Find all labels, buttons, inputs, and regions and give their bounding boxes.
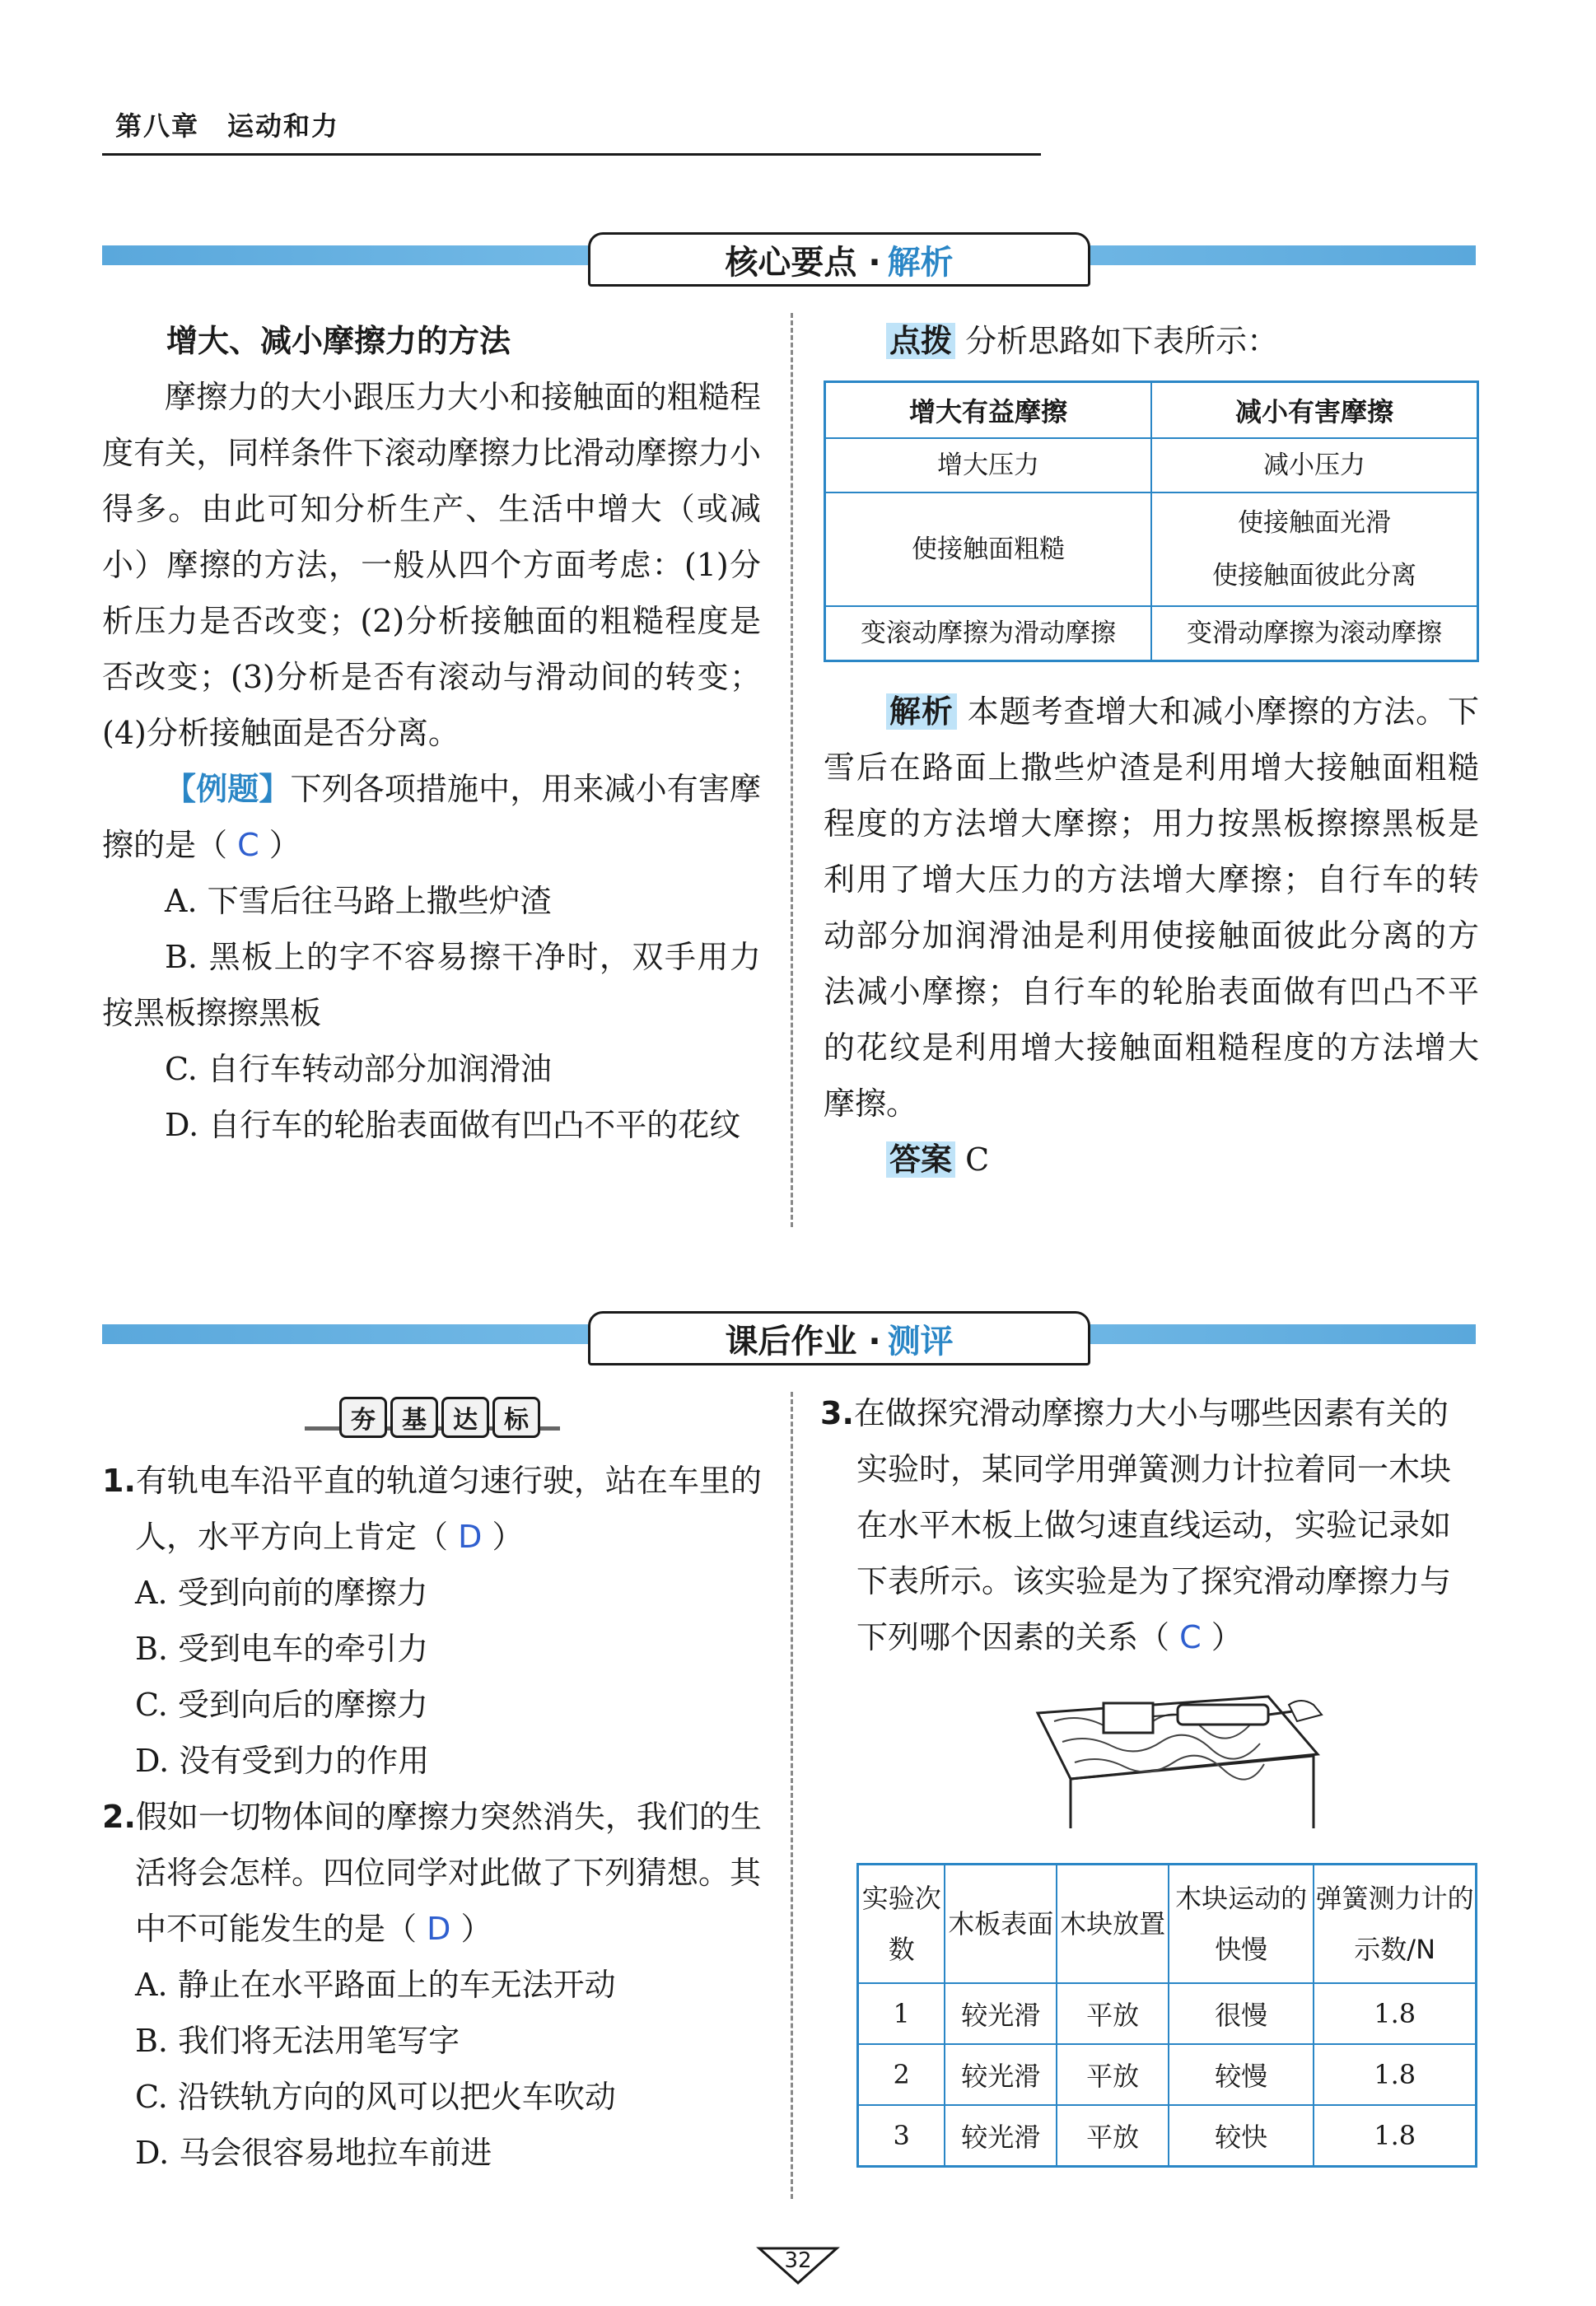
analysis-text: 解析 本题考查增大和减小摩擦的方法。下雪后在路面上撒些炉渣是利用增大接触面粗糙程度的方法增大摩擦；用力按黑板擦擦黑板是利用了增大压力的方法增大摩擦；自行车的转动部分加润滑油是利用使接触面彼此分离的方法减小摩擦；自行车的轮胎表面做有凹凸不平的花纹是利用增大接触面粗糙程度的方法增大摩擦。 xyxy=(824,693,1479,1122)
section-banner-homework xyxy=(102,1311,1476,1361)
table-cell: 1 xyxy=(858,1983,945,2044)
question-1: 1.有轨电车沿平直的轨道匀速行驶，站在车里的人，水平方向上肯定（ D ） A. 受到向前的摩擦力 B. 受到电车的牵引力 C. 受到向后的摩擦力 D. 没有受到力的作用 xyxy=(102,1453,766,1789)
answer-value: C xyxy=(965,1141,990,1178)
table-cell: 减小压力 xyxy=(1151,438,1478,492)
page-number: 32 xyxy=(784,2248,812,2273)
q1-answer: D xyxy=(458,1519,483,1555)
chapter-title: 第八章 运动和力 xyxy=(115,110,340,142)
badge-char: 夯 xyxy=(339,1397,387,1438)
q1-option: A. 受到向前的摩擦力 xyxy=(135,1575,428,1611)
table-header: 木块放置 xyxy=(1057,1865,1169,1984)
table-cell: 较快 xyxy=(1169,2105,1314,2167)
key-point-block xyxy=(102,313,761,1153)
table-cell: 较光滑 xyxy=(945,2044,1057,2105)
badge-char: 达 xyxy=(441,1397,489,1438)
table-cell: 平放 xyxy=(1057,2044,1169,2105)
key-point-body: 摩擦力的大小跟压力大小和接触面的粗糙程度有关，同样条件下滚动摩擦力比滑动摩擦力小得多。由此可知分析生产、生活中增大（或减小）摩擦的方法，一般从四个方面考虑：(1)分析压力是否改变；(2)分析接触面的粗糙程度是否改变；(3)分析是否有滚动与滑动间的转变；(4)分析接触面是否分离。 xyxy=(102,379,761,751)
example-option: D. 自行车的轮胎表面做有凹凸不平的花纹 xyxy=(165,1107,741,1143)
q2-option: D. 马会很容易地拉车前进 xyxy=(135,2135,492,2171)
tip-tag: 点拨 xyxy=(886,323,955,359)
table-cell: 变滚动摩擦为滑动摩擦 xyxy=(825,606,1152,661)
q1-option: B. 受到电车的牵引力 xyxy=(135,1631,429,1667)
table-cell: 1.8 xyxy=(1314,2044,1476,2105)
table-cell: 2 xyxy=(858,2044,945,2105)
table-cell: 平放 xyxy=(1057,1983,1169,2044)
banner-title-box xyxy=(588,1311,1090,1365)
example-option: C. 自行车转动部分加润滑油 xyxy=(165,1051,552,1087)
table-cell: 较慢 xyxy=(1169,2044,1314,2105)
table-cell: 较光滑 xyxy=(945,2105,1057,2167)
question-2: 2.假如一切物体间的摩擦力突然消失，我们的生活将会怎样。四位同学对此做了下列猜想。其中不可能发生的是（ D ） A. 静止在水平路面上的车无法开动 B. 我们将无法用笔写字 C. 沿铁轨方向的风可以把火车吹动 D. 马会很容易地拉车前进 xyxy=(102,1789,766,2181)
table-header: 木板表面 xyxy=(945,1865,1057,1984)
example-answer: C xyxy=(237,827,259,863)
q1-option: C. 受到向后的摩擦力 xyxy=(135,1687,428,1723)
table-header: 减小有害摩擦 xyxy=(1151,382,1478,439)
section-banner-core xyxy=(102,232,1476,282)
q3-answer: C xyxy=(1179,1619,1202,1655)
header-rule xyxy=(102,153,1041,156)
q1-option: D. 没有受到力的作用 xyxy=(135,1743,430,1779)
experiment-table xyxy=(856,1863,1477,2168)
table-cell: 平放 xyxy=(1057,2105,1169,2167)
tip-line xyxy=(886,313,1479,369)
q2-option: C. 沿铁轨方向的风可以把火车吹动 xyxy=(135,2079,616,2115)
banner-title-highlight: 解析 xyxy=(887,243,954,282)
table-cell: 使接触面粗糙 xyxy=(825,492,1152,606)
banner-title-highlight: 测评 xyxy=(887,1322,954,1361)
column-divider xyxy=(791,1392,793,2199)
q2-option: B. 我们将无法用笔写字 xyxy=(135,2023,460,2059)
table-cell: 较光滑 xyxy=(945,1983,1057,2044)
table-cell: 变滑动摩擦为滚动摩擦 xyxy=(1151,606,1478,661)
example-tag: 【例题】 xyxy=(165,771,291,807)
badge-char: 标 xyxy=(492,1397,540,1438)
badge-char: 基 xyxy=(390,1397,438,1438)
column-divider xyxy=(791,313,793,1227)
example-stem: 【例题】下列各项措施中，用来减小有害摩擦的是（ C ） xyxy=(102,771,761,863)
page-number-badge xyxy=(756,2245,840,2285)
analysis-block xyxy=(824,684,1479,1188)
table-header: 木块运动的快慢 xyxy=(1169,1865,1314,1984)
table-cell: 很慢 xyxy=(1169,1983,1314,2044)
level-badge xyxy=(305,1397,560,1440)
table-cell: 增大压力 xyxy=(825,438,1152,492)
banner-title-box xyxy=(588,232,1090,287)
table-cell: 1.8 xyxy=(1314,1983,1476,2044)
example-option: A. 下雪后往马路上撒些炉渣 xyxy=(165,883,552,919)
answer-tag: 答案 xyxy=(886,1141,955,1178)
key-point-heading: 增大、减小摩擦力的方法 xyxy=(166,323,511,359)
question-3: 3.在做探究滑动摩擦力大小与哪些因素有关的实验时，某同学用弹簧测力计拉着同一木块在水平木板上做匀速直线运动，实验记录如下表所示。该实验是为了探究滑动摩擦力与下列哪个因素的关系（ C ） xyxy=(820,1395,1452,1655)
table-cell: 1.8 xyxy=(1314,2105,1476,2167)
table-header: 增大有益摩擦 xyxy=(825,382,1152,439)
example-option: B. 黑板上的字不容易擦干净时，双手用力按黑板擦擦黑板 xyxy=(102,939,761,1031)
banner-title: 核心要点 · xyxy=(725,243,881,282)
analysis-tag: 解析 xyxy=(886,693,957,730)
table-header: 实验次数 xyxy=(858,1865,945,1984)
tip-text: 分析思路如下表所示： xyxy=(965,323,1279,359)
experiment-illustration xyxy=(1021,1680,1334,1828)
table-cell: 3 xyxy=(858,2105,945,2167)
table-cell: 使接触面光滑 使接触面彼此分离 xyxy=(1151,492,1478,606)
q2-option: A. 静止在水平路面上的车无法开动 xyxy=(135,1967,616,2003)
banner-title: 课后作业 · xyxy=(725,1322,881,1361)
q2-answer: D xyxy=(427,1911,451,1947)
table-header: 弹簧测力计的示数/N xyxy=(1314,1865,1476,1984)
analysis-table xyxy=(824,380,1479,662)
answer-line xyxy=(824,1132,1479,1188)
